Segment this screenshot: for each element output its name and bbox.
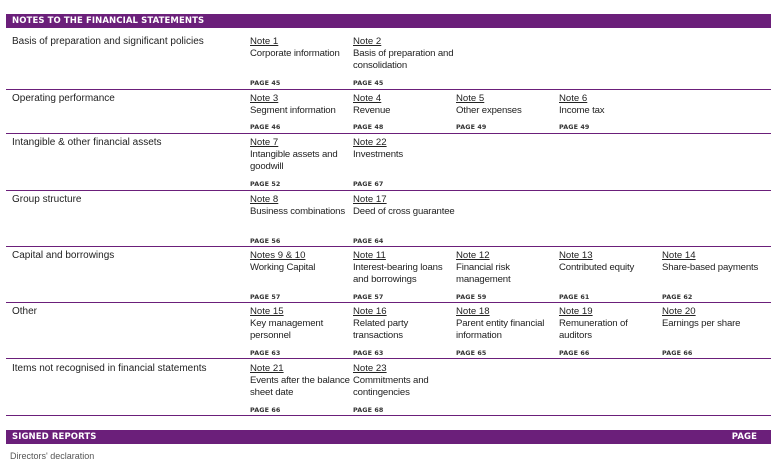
note-description: Remuneration of auditors: [559, 318, 628, 341]
page-reference: PAGE 45: [250, 79, 281, 87]
note-description: Deed of cross guarantee: [353, 206, 455, 217]
note-description: Business combinations: [250, 206, 345, 217]
page-reference: PAGE 49: [559, 123, 590, 131]
note-link[interactable]: Note 22: [353, 137, 387, 148]
note-cell: [353, 36, 456, 87]
page-reference: PAGE 63: [353, 349, 384, 357]
page-reference: PAGE 57: [353, 293, 384, 301]
note-cell: [353, 194, 456, 245]
note-description: Contributed equity: [559, 262, 635, 273]
note-link[interactable]: Note 15: [250, 306, 284, 317]
note-link[interactable]: Note 4: [353, 93, 382, 104]
page-reference: PAGE 61: [559, 293, 590, 301]
page-reference: PAGE 63: [250, 349, 281, 357]
note-description: Related party transactions: [353, 318, 409, 341]
note-link[interactable]: Note 11: [353, 250, 386, 261]
note-link[interactable]: Note 17: [353, 194, 387, 205]
page-reference: PAGE 68: [353, 406, 384, 414]
page-reference: PAGE 49: [456, 123, 487, 131]
note-link[interactable]: Note 16: [353, 306, 387, 317]
note-link[interactable]: Note 3: [250, 93, 279, 104]
note-link[interactable]: Note 20: [662, 306, 696, 317]
note-description: Basis of preparation and consolidation: [353, 48, 454, 71]
note-link[interactable]: Note 18: [456, 306, 490, 317]
note-description: Parent entity financial information: [456, 318, 545, 341]
row-separator: [6, 246, 771, 247]
note-cell: [559, 306, 662, 357]
page-reference: PAGE 66: [250, 406, 281, 414]
note-cell: [250, 363, 353, 414]
directors-declaration-link[interactable]: Directors' declaration: [10, 451, 95, 461]
category-label: Intangible & other financial assets: [12, 137, 162, 148]
note-cell: [456, 93, 559, 131]
row-separator: [6, 190, 771, 191]
note-description: Intangible assets and goodwill: [250, 149, 338, 172]
page-column-header: PAGE: [731, 432, 757, 442]
note-cell: [353, 137, 456, 188]
note-link[interactable]: Note 13: [559, 250, 593, 261]
page-reference: PAGE 57: [250, 293, 281, 301]
note-cell: [456, 250, 559, 301]
row-separator: [6, 89, 771, 90]
note-description: Investments: [353, 149, 404, 160]
note-cell: [353, 250, 456, 301]
note-cell: [559, 93, 662, 131]
note-description: Revenue: [353, 105, 391, 116]
note-cell: [250, 137, 353, 188]
category-label: Items not recognised in financial statements: [12, 363, 207, 374]
note-cell: [250, 36, 353, 87]
note-cell: [662, 250, 765, 301]
note-description: Commitments and contingencies: [353, 375, 429, 398]
page-reference: PAGE 59: [456, 293, 487, 301]
note-description: Corporate information: [250, 48, 340, 59]
note-cell: [353, 306, 456, 357]
note-description: Key management personnel: [250, 318, 324, 341]
note-description: Working Capital: [250, 262, 316, 273]
note-cell: [456, 306, 559, 357]
category-label: Operating performance: [12, 93, 115, 104]
page-reference: PAGE 56: [250, 237, 281, 245]
page-reference: PAGE 62: [662, 293, 693, 301]
note-description: Interest-bearing loans and borrowings: [353, 262, 443, 285]
note-cell: [559, 250, 662, 301]
page-reference: PAGE 64: [353, 237, 384, 245]
note-link[interactable]: Note 5: [456, 93, 485, 104]
note-link[interactable]: Note 21: [250, 363, 284, 374]
note-link[interactable]: Note 6: [559, 93, 588, 104]
note-link[interactable]: Note 2: [353, 36, 382, 47]
note-link[interactable]: Note 12: [456, 250, 490, 261]
note-cell: [250, 194, 353, 245]
page-reference: PAGE 46: [250, 123, 281, 131]
notes-banner-title: NOTES TO THE FINANCIAL STATEMENTS: [12, 16, 205, 26]
note-cell: [250, 93, 353, 131]
row-separator: [6, 302, 771, 303]
category-label: Other: [12, 306, 38, 317]
note-cell: [250, 250, 353, 301]
row-separator: [6, 133, 771, 134]
note-cell: [353, 363, 456, 414]
note-link[interactable]: Note 14: [662, 250, 696, 261]
note-cell: [250, 306, 353, 357]
page-reference: PAGE 67: [353, 180, 384, 188]
note-cell: [353, 93, 456, 131]
note-link[interactable]: Note 19: [559, 306, 593, 317]
note-description: Earnings per share: [662, 318, 741, 329]
category-label: Group structure: [12, 194, 82, 205]
note-link[interactable]: Note 1: [250, 36, 279, 47]
note-link[interactable]: Note 23: [353, 363, 387, 374]
note-description: Income tax: [559, 105, 605, 116]
row-separator: [6, 358, 771, 359]
category-label: Basis of preparation and significant policies: [12, 36, 204, 47]
row-separator: [6, 415, 771, 416]
notes-banner: [6, 14, 771, 28]
note-description: Events after the balance sheet date: [250, 375, 350, 398]
note-link[interactable]: Note 8: [250, 194, 279, 205]
page-reference: PAGE 65: [456, 349, 487, 357]
signed-reports-title: SIGNED REPORTS: [12, 432, 97, 442]
page-reference: PAGE 45: [353, 79, 384, 87]
page-reference: PAGE 66: [559, 349, 590, 357]
page-reference: PAGE 48: [353, 123, 384, 131]
note-link[interactable]: Notes 9 & 10: [250, 250, 306, 261]
category-label: Capital and borrowings: [12, 250, 115, 261]
note-cell: [662, 306, 765, 357]
signed-reports-banner: [6, 430, 771, 444]
note-description: Financial risk management: [456, 262, 511, 285]
note-description: Other expenses: [456, 105, 522, 116]
note-link[interactable]: Note 7: [250, 137, 279, 148]
note-description: Share-based payments: [662, 262, 759, 273]
page-reference: PAGE 66: [662, 349, 693, 357]
note-description: Segment information: [250, 105, 336, 116]
page-reference: PAGE 52: [250, 180, 281, 188]
